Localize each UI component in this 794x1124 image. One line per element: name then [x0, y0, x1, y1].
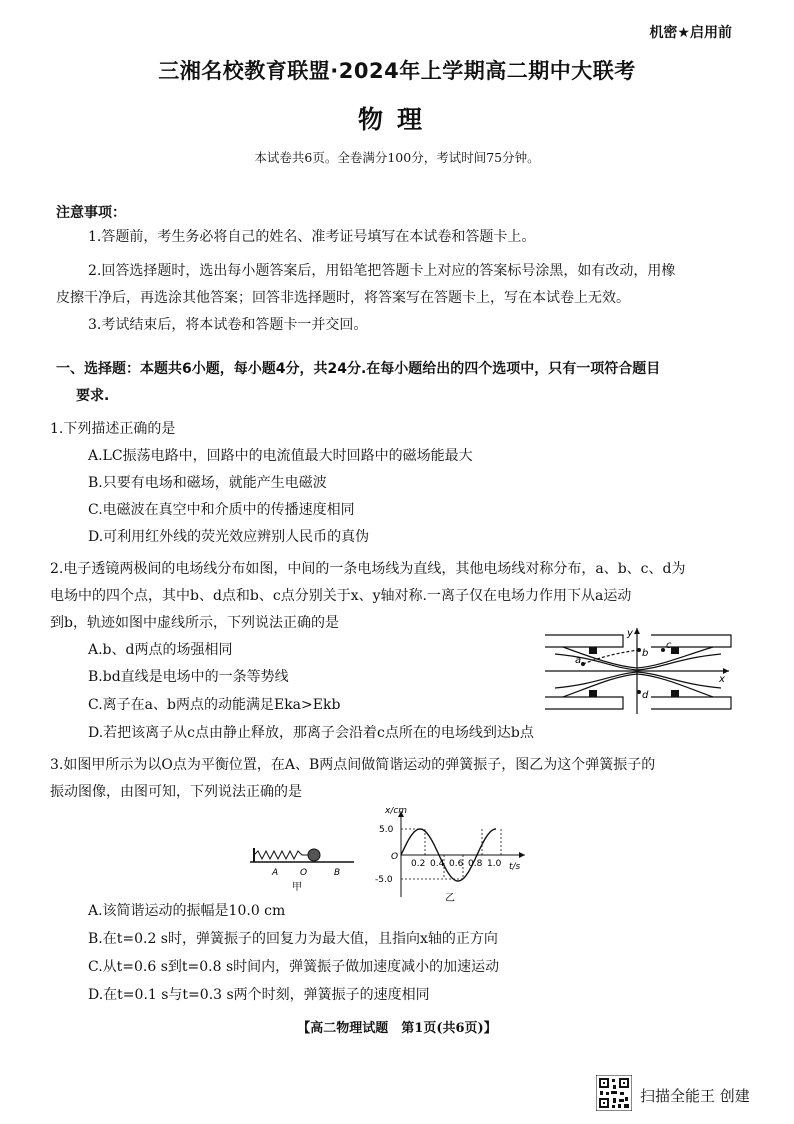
point-a: [581, 662, 585, 666]
q2-option-d: D.若把该离子从c点由静止释放，那离子会沿着c点所在的电场线到达b点: [88, 725, 534, 741]
graph-xlabel: t/s: [509, 862, 521, 872]
x-tick-0.8: 0.8: [468, 859, 483, 869]
label-y: y: [627, 628, 633, 639]
electrode-tab: [589, 690, 597, 697]
graph-ylabel: x/cm: [385, 807, 408, 816]
point-c: [661, 648, 665, 652]
q1-stem: 1.下列描述正确的是: [50, 421, 176, 437]
paper-info: 本试卷共6页。全卷满分100分，考试时间75分钟。: [254, 150, 540, 165]
caption-jia: 甲: [292, 882, 302, 893]
q3-option-d: D.在t=0.1 s与t=0.3 s两个时刻，弹簧振子的速度相同: [88, 987, 430, 1003]
electrode-tab: [671, 647, 679, 654]
q3-option-a: A.该简谐运动的振幅是10.0 cm: [88, 903, 286, 919]
q1-option-b: B.只要有电场和磁场，就能产生电磁波: [88, 475, 327, 491]
page-footer: 【高二物理试题 第1页(共6页)】: [297, 1021, 497, 1036]
notes-title: 注意事项：: [56, 205, 126, 221]
vibration-graph: [375, 807, 535, 903]
note-item-3: 3.考试结束后，将本试卷和答题卡一并交回。: [88, 317, 368, 333]
q1-option-d: D.可利用红外线的荧光效应辨别人民币的真伪: [88, 529, 370, 545]
caption-yi: 乙: [445, 893, 455, 903]
subject-title: 物理: [357, 105, 436, 134]
section-heading-cont: 要求.: [76, 388, 110, 404]
q2-stem-1: 2.电子透镜两极间的电场线分布如图，中间的一条电场线为直线，其他电场线对称分布，a、b、c、d为: [50, 561, 686, 577]
y-tick-5: 5.0: [379, 825, 394, 835]
dash-vertical: [444, 829, 501, 879]
note-item-1: 1.答题前，考生务必将自己的姓名、准考证号填写在本试卷和答题卡上。: [88, 229, 536, 245]
section-heading: 一、选择题：本题共6小题，每小题4分，共24分.在每小题给出的四个选项中，只有一项符合题目: [56, 361, 661, 377]
top-electrodes: [545, 635, 731, 647]
electrode-tab: [671, 690, 679, 697]
x-tick-1.0: 1.0: [487, 859, 502, 869]
q1-option-c: C.电磁波在真空中和介质中的传播速度相同: [88, 502, 355, 518]
electric-field-figure: [543, 626, 733, 718]
label-a: a: [575, 655, 582, 666]
q2-option-b: B.bd直线是电场中的一条等势线: [88, 669, 289, 685]
note-item-2: 2.回答选择题时，选出每小题答案后，用铅笔把答题卡上对应的答案标号涂黑，如有改动，用橡: [88, 263, 676, 279]
y-tick-neg5: -5.0: [375, 875, 393, 885]
label-A: A: [272, 868, 279, 878]
bottom-electrodes: [545, 697, 731, 709]
label-O: O: [300, 868, 308, 878]
q2-stem-3: 到b，轨迹如图中虚线所示，下列说法正确的是: [50, 615, 339, 631]
x-tick-0.2: 0.2: [411, 859, 426, 869]
spring-oscillator-figure: [250, 846, 360, 894]
q3-option-b: B.在t=0.2 s时，弹簧振子的回复力为最大值，且指向x轴的正方向: [88, 931, 498, 947]
label-c: c: [666, 640, 672, 651]
x-tick-0.4: 0.4: [430, 859, 445, 869]
graph-origin: O: [391, 852, 399, 862]
label-x: x: [719, 674, 725, 685]
label-B: B: [334, 868, 341, 878]
note-item-2-cont: 皮擦干净后，再选涂其他答案；回答非选择题时，将答案写在答题卡上，写在本试卷上无效。: [56, 290, 630, 306]
q3-stem-2: 振动图像，由图可知，下列说法正确的是: [50, 784, 302, 800]
q1-option-a: A.LC振荡电路中，回路中的电流值最大时回路中的磁场能最大: [88, 448, 473, 464]
q2-stem-2: 电场中的四个点，其中b、d点和b、c点分别关于x、y轴对称.一离子仅在电场力作用下从a运动: [50, 588, 632, 604]
label-d: d: [642, 690, 649, 701]
ball: [308, 849, 320, 861]
graph-axis-arrows: [398, 811, 525, 858]
scanner-brand: 扫描全能王 创建: [640, 1087, 750, 1105]
q3-stem-1: 3.如图甲所示为以O点为平衡位置，在A、B两点间做简谐运动的弹簧振子，图乙为这个弹簧振子的: [50, 757, 656, 773]
point-d: [637, 690, 641, 694]
q2-option-a: A.b、d两点的场强相同: [88, 642, 233, 658]
point-b: [637, 648, 641, 652]
label-b: b: [642, 648, 649, 659]
q2-option-c: C.离子在a、b两点的动能满足Eka>Ekb: [88, 697, 341, 713]
spring: [254, 851, 308, 859]
x-tick-0.6: 0.6: [449, 859, 464, 869]
q3-option-c: C.从t=0.6 s到t=0.8 s时间内，弹簧振子做加速度减小的加速运动: [88, 959, 500, 975]
exam-title: 三湘名校教育联盟·2024年上学期高二期中大联考: [158, 59, 636, 83]
qr-code-icon: [596, 1075, 632, 1111]
electrode-tab: [589, 647, 597, 654]
confidential-label: 机密★启用前: [649, 25, 732, 41]
